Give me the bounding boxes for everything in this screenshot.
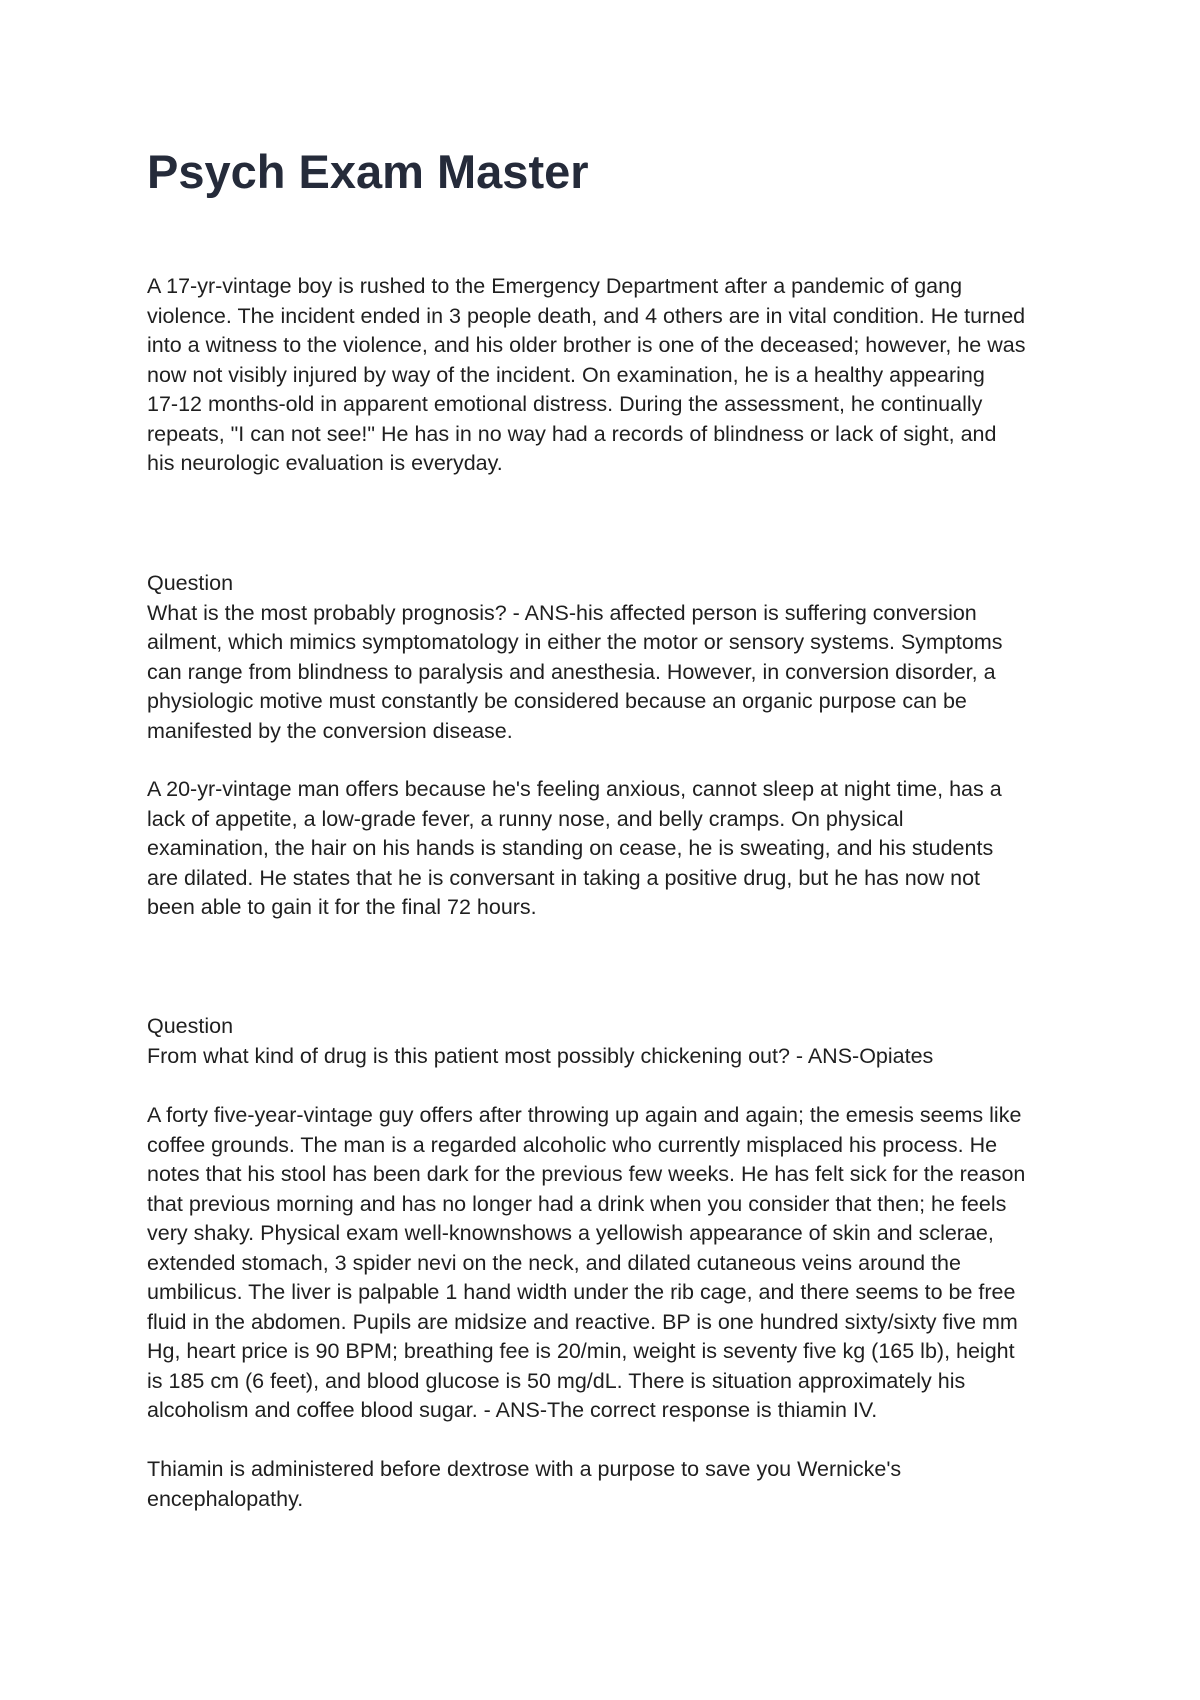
text-line: are dilated. He states that he is conversant in taking a positive drug, but he has now not (147, 865, 981, 890)
text-line: coffee grounds. The man is a regarded alcoholic who currently misplaced his process. He (147, 1132, 998, 1157)
text-line: examination, the hair on his hands is standing on cease, he is sweating, and his students (147, 836, 994, 860)
text-line: lack of appetite, a low-grade fever, a runny nose, and belly cramps. On physical (147, 806, 904, 831)
text-line: ailment, which mimics symptomatology in either the motor or sensory systems. Symptoms (147, 630, 1003, 654)
text-line: into a witness to the violence, and his older brother is one of the deceased; however, he was (147, 333, 1026, 357)
text-line: is 185 cm (6 feet), and blood glucose is 50 mg/dL. There is situation approximately his (147, 1368, 966, 1393)
case-1-paragraph (147, 272, 1025, 479)
text-line: encephalopathy. (147, 1486, 304, 1511)
question-label: Question (147, 571, 234, 595)
question-label: Question (147, 1014, 234, 1038)
text-line: 17-12 months-old in apparent emotional distress. During the assessment, he continually (147, 392, 983, 416)
text-line: that previous morning and has no longer had a drink when you consider that then; he feels (147, 1191, 1007, 1216)
text-line: Hg, heart price is 90 BPM; breathing fee is 20/min, weight is seventy five kg (165 lb), height (147, 1339, 1015, 1363)
text-line: umbilicus. The liver is palpable 1 hand width under the rib cage, and there seems to be free (147, 1280, 1016, 1304)
text-line: alcoholism and coffee blood sugar. - ANS-The correct response is thiamin IV. (147, 1398, 878, 1422)
text-line: fluid in the abdomen. Pupils are midsize and reactive. BP is one hundred sixty/sixty five mm (147, 1309, 1018, 1334)
text-line: violence. The incident ended in 3 people death, and 4 others are in vital condition. He turned (147, 303, 1026, 328)
document-title: Psych Exam Master (147, 145, 589, 198)
case-2-paragraph (147, 775, 1002, 923)
text-line: extended stomach, 3 spider nevi on the neck, and dilated cutaneous veins around the (147, 1250, 961, 1275)
text-line: been able to gain it for the final 72 hours. (147, 895, 537, 919)
text-line: notes that his stool has been dark for the previous few weeks. He has felt sick for the reason (147, 1162, 1026, 1186)
case-3-paragraph (147, 1101, 1025, 1426)
text-line: his neurologic evaluation is everyday. (147, 451, 503, 475)
question-1-block (147, 569, 1003, 746)
text-line: What is the most probably prognosis? - ANS-his affected person is suffering conversion (147, 600, 977, 625)
text-line: A forty five-year-vintage guy offers after throwing up again and again; the emesis seems like (147, 1103, 1022, 1127)
text-line: repeats, "I can not see!" He has in no way had a records of blindness or lack of sight, and (147, 421, 997, 446)
text-line: From what kind of drug is this patient most possibly chickening out? - ANS-Opiates (147, 1043, 934, 1068)
text-line: physiologic motive must constantly be considered because an organic purpose can be (147, 689, 967, 713)
text-line: manifested by the conversion disease. (147, 718, 513, 743)
text-line: Thiamin is administered before dextrose with a purpose to save you Wernicke's (147, 1457, 902, 1481)
text-line: can range from blindness to paralysis and anesthesia. However, in conversion disorder, a (147, 659, 996, 684)
thiamin-note-paragraph (147, 1455, 901, 1514)
question-2-block (147, 1012, 933, 1071)
text-line: very shaky. Physical exam well-knownshows a yellowish appearance of skin and sclerae, (147, 1221, 994, 1245)
text-line: now not visibly injured by way of the incident. On examination, he is a healthy appearing (147, 362, 985, 387)
text-line: A 17-yr-vintage boy is rushed to the Emergency Department after a pandemic of gang (147, 274, 963, 298)
text-line: A 20-yr-vintage man offers because he's feeling anxious, cannot sleep at night time, has a (147, 777, 1002, 801)
